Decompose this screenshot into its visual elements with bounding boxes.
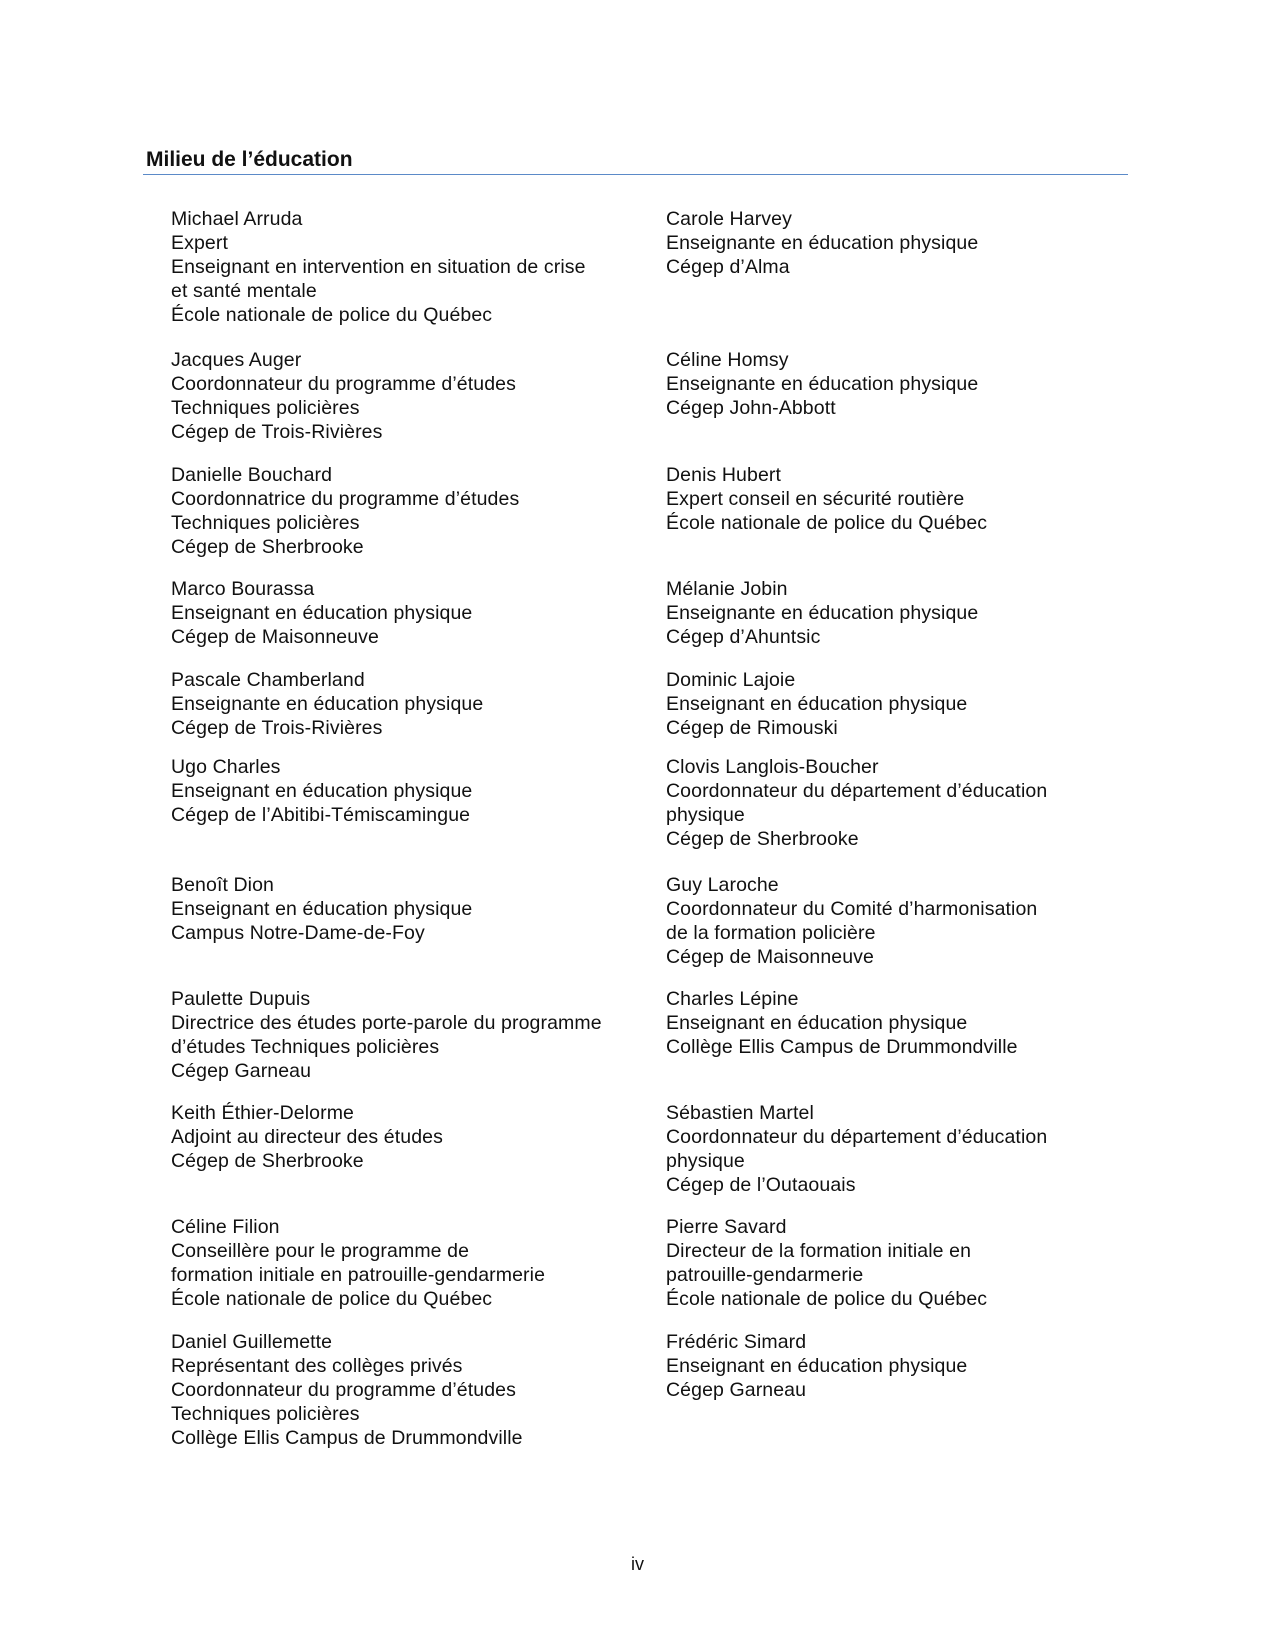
contributor-detail: Cégep de Maisonneuve [171, 626, 379, 648]
contributor-entry [171, 873, 472, 945]
contributor-detail: École nationale de police du Québec [171, 304, 493, 326]
contributor-detail: Cégep de Rimouski [666, 717, 838, 739]
contributor-name: Guy Laroche [666, 874, 779, 896]
contributor-name: Pierre Savard [666, 1216, 787, 1238]
contributor-detail: formation initiale en patrouille-gendarmerie [171, 1264, 546, 1286]
contributor-detail: Coordonnateur du département d’éducation [666, 1126, 1048, 1148]
contributor-detail: patrouille-gendarmerie [666, 1264, 864, 1286]
contributor-detail: Cégep John-Abbott [666, 397, 836, 419]
contributor-detail: physique [666, 1150, 745, 1172]
contributor-detail: Coordonnateur du programme d’études [171, 1379, 516, 1401]
contributor-detail: Enseignant en éducation physique [171, 780, 473, 802]
contributor-entry [666, 463, 987, 535]
contributor-detail: Cégep de Sherbrooke [171, 1150, 364, 1172]
contributor-entry [171, 668, 483, 740]
contributor-name: Daniel Guillemette [171, 1331, 333, 1353]
contributor-detail: Enseignante en éducation physique [666, 373, 979, 395]
contributor-name: Frédéric Simard [666, 1331, 807, 1353]
contributor-name: Ugo Charles [171, 756, 281, 778]
contributor-detail: Enseignant en intervention en situation de crise [171, 256, 586, 278]
contributor-entry [171, 755, 472, 827]
contributor-detail: Cégep de l’Abitibi-Témiscamingue [171, 804, 471, 826]
contributor-entry [666, 987, 1018, 1059]
contributor-name: Mélanie Jobin [666, 578, 788, 600]
contributor-entry [666, 873, 1037, 969]
contributor-detail: Cégep de Maisonneuve [666, 946, 874, 968]
contributor-detail: Enseignante en éducation physique [666, 232, 979, 254]
contributor-entry [666, 1101, 1047, 1197]
contributor-detail: Techniques policières [171, 397, 360, 419]
contributor-detail: Techniques policières [171, 1403, 360, 1425]
contributor-detail: Cégep d’Alma [666, 256, 790, 278]
contributor-entry [171, 577, 472, 649]
contributor-name: Pascale Chamberland [171, 669, 365, 691]
contributor-detail: École nationale de police du Québec [666, 512, 988, 534]
contributor-detail: Cégep de Trois-Rivières [171, 717, 383, 739]
contributor-detail: Enseignant en éducation physique [666, 693, 968, 715]
contributor-entry [171, 207, 586, 327]
contributor-detail: Enseignant en éducation physique [171, 602, 473, 624]
contributor-detail: Collège Ellis Campus de Drummondville [171, 1427, 523, 1449]
contributor-detail: Enseignant en éducation physique [171, 898, 473, 920]
contributor-detail: Coordonnatrice du programme d’études [171, 488, 520, 510]
contributor-name: Marco Bourassa [171, 578, 315, 600]
contributor-detail: Coordonnateur du département d’éducation [666, 780, 1048, 802]
contributor-detail: Enseignante en éducation physique [666, 602, 979, 624]
contributor-detail: Représentant des collèges privés [171, 1355, 463, 1377]
contributor-detail: d’études Techniques policières [171, 1036, 440, 1058]
contributor-detail: de la formation policière [666, 922, 876, 944]
contributor-detail: Cégep Garneau [666, 1379, 807, 1401]
contributor-entry [666, 755, 1047, 851]
title-divider [143, 174, 1128, 175]
contributor-name: Céline Homsy [666, 349, 789, 371]
contributor-detail: Enseignante en éducation physique [171, 693, 484, 715]
contributor-detail: Cégep de Trois-Rivières [171, 421, 383, 443]
contributor-name: Keith Éthier-Delorme [171, 1102, 354, 1124]
contributor-entry [171, 1101, 443, 1173]
contributor-name: Charles Lépine [666, 988, 799, 1010]
contributor-entry [666, 1215, 987, 1311]
contributor-detail: Campus Notre-Dame-de-Foy [171, 922, 425, 944]
contributor-entry [171, 463, 519, 559]
contributor-entry [171, 1330, 523, 1450]
contributor-entry [171, 348, 516, 444]
contributor-detail: Cégep d’Ahuntsic [666, 626, 821, 648]
contributor-detail: École nationale de police du Québec [666, 1288, 988, 1310]
contributor-name: Benoît Dion [171, 874, 274, 896]
contributor-name: Clovis Langlois-Boucher [666, 756, 879, 778]
contributor-entry [666, 1330, 967, 1402]
contributor-detail: et santé mentale [171, 280, 317, 302]
contributor-detail: Coordonnateur du Comité d’harmonisation [666, 898, 1038, 920]
contributor-detail: Enseignant en éducation physique [666, 1012, 968, 1034]
contributor-name: Danielle Bouchard [171, 464, 333, 486]
page-number: iv [631, 1554, 644, 1574]
contributor-detail: physique [666, 804, 745, 826]
contributor-entry [666, 668, 967, 740]
contributor-detail: École nationale de police du Québec [171, 1288, 493, 1310]
contributor-detail: Directrice des études porte-parole du programme [171, 1012, 602, 1034]
contributor-name: Dominic Lajoie [666, 669, 796, 691]
contributor-detail: Cégep de Sherbrooke [171, 536, 364, 558]
contributor-detail: Cégep de Sherbrooke [666, 828, 859, 850]
contributor-name: Sébastien Martel [666, 1102, 814, 1124]
contributor-detail: Cégep Garneau [171, 1060, 312, 1082]
contributor-detail: Directeur de la formation initiale en [666, 1240, 972, 1262]
contributor-entry [171, 987, 602, 1083]
contributor-entry [666, 207, 978, 279]
contributor-name: Denis Hubert [666, 464, 782, 486]
contributor-name: Jacques Auger [171, 349, 302, 371]
contributor-name: Carole Harvey [666, 208, 792, 230]
contributor-entry [666, 577, 978, 649]
contributor-entry [171, 1215, 545, 1311]
contributor-name: Michael Arruda [171, 208, 303, 230]
contributor-detail: Conseillère pour le programme de [171, 1240, 470, 1262]
contributor-detail: Cégep de l’Outaouais [666, 1174, 856, 1196]
contributor-detail: Coordonnateur du programme d’études [171, 373, 516, 395]
contributor-detail: Expert conseil en sécurité routière [666, 488, 965, 510]
contributor-detail: Expert [171, 232, 228, 254]
contributor-detail: Adjoint au directeur des études [171, 1126, 443, 1148]
contributor-name: Céline Filion [171, 1216, 280, 1238]
contributor-detail: Collège Ellis Campus de Drummondville [666, 1036, 1018, 1058]
contributor-entry [666, 348, 978, 420]
contributor-detail: Techniques policières [171, 512, 360, 534]
contributor-name: Paulette Dupuis [171, 988, 311, 1010]
contributor-detail: Enseignant en éducation physique [666, 1355, 968, 1377]
section-title: Milieu de l’éducation [146, 148, 353, 171]
